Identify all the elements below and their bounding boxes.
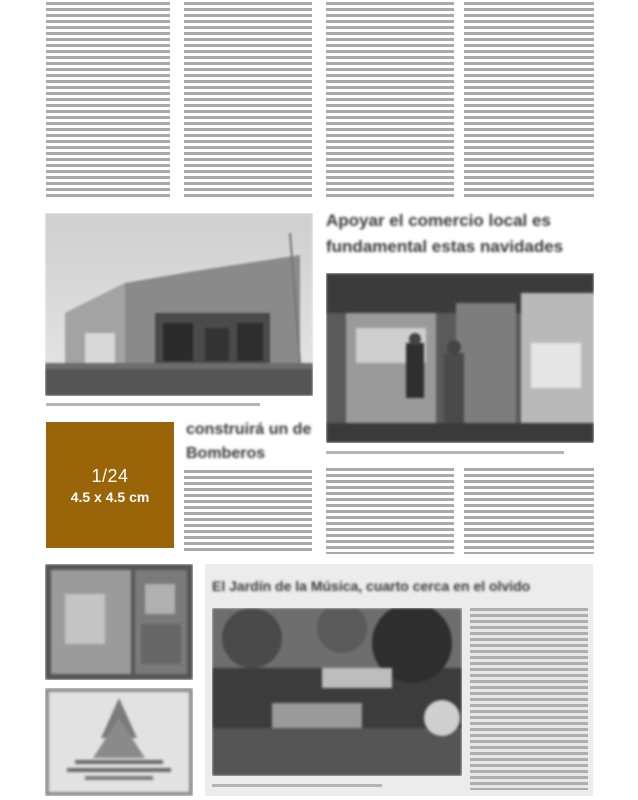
ad-size: 4.5 x 4.5 cm: [70, 488, 150, 505]
fire-station-photo-caption: [46, 403, 260, 406]
commerce-text-column-2: [464, 468, 594, 554]
fire-station-text: [184, 470, 312, 554]
mural-photo: [45, 564, 193, 680]
article-text-column-3: [326, 2, 454, 197]
article-text-column-2: [184, 2, 312, 197]
ad-fraction: 1/24: [91, 465, 129, 486]
commerce-headline: Apoyar el comercio local es fundamental estas navidades: [326, 211, 564, 256]
garden-photo: [212, 608, 462, 776]
ad-placeholder: [46, 422, 174, 548]
commerce-text-column-1: [326, 468, 454, 554]
garden-text-column: [470, 608, 588, 790]
garden-photo-caption: [212, 784, 382, 787]
fire-station-photo: [45, 213, 313, 396]
christmas-poster: [45, 688, 193, 796]
shop-photo-caption: [326, 451, 564, 454]
garden-headline: El Jardín de la Música, cuarto cerca en el olvido: [212, 578, 531, 594]
article-text-column-1: [46, 2, 170, 197]
article-text-column-4: [464, 2, 594, 197]
fire-station-headline: construirá un de Bomberos: [186, 421, 312, 462]
shop-photo: [326, 273, 594, 443]
